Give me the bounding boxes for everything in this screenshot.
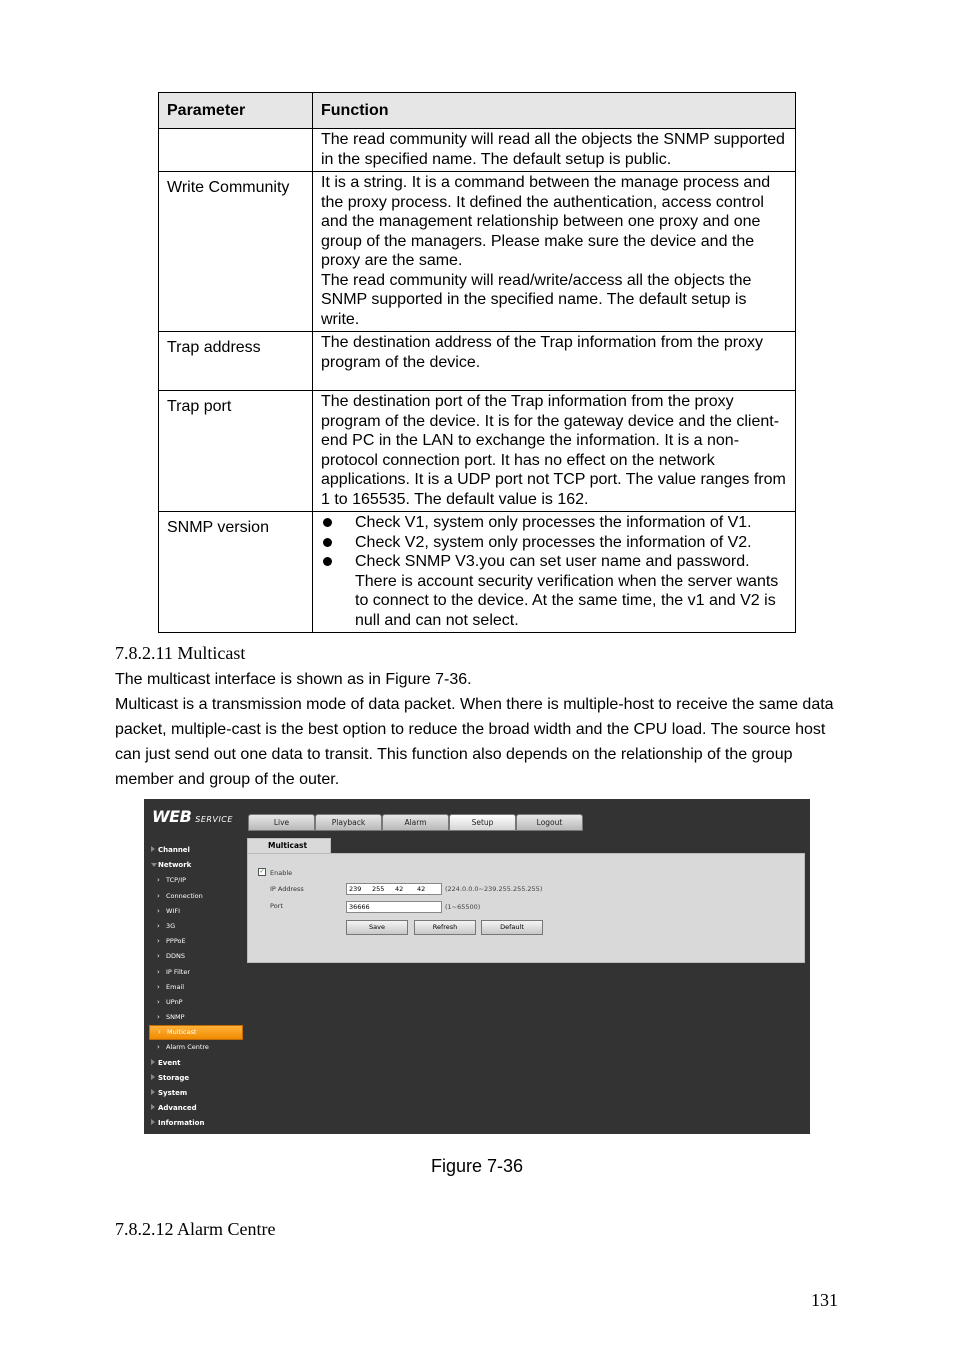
ip-address-input[interactable] [346, 883, 442, 895]
panel-tab-multicast[interactable]: Multicast [247, 838, 331, 853]
sidebar-item-3g[interactable]: › 3G [149, 919, 244, 934]
column-header-parameter: Parameter [159, 93, 313, 129]
section-heading-alarm-centre: 7.8.2.12 Alarm Centre [115, 1219, 276, 1239]
table-header-row [159, 93, 796, 129]
sidebar-item-advanced[interactable]: Advanced [149, 1101, 244, 1116]
chevron-right-icon: › [157, 891, 160, 900]
function-cell: The destination address of the Trap information from the proxy program of the device. [313, 332, 796, 391]
sidebar-item-ip-filter[interactable]: › IP Filter [149, 965, 244, 980]
chevron-right-icon: › [158, 1028, 161, 1037]
refresh-button[interactable]: Refresh [414, 920, 476, 935]
sidebar-item-information[interactable]: Information [149, 1116, 244, 1131]
sidebar-item-channel[interactable]: Channel [149, 843, 244, 858]
ip-address-hint: (224.0.0.0~239.255.255.255) [445, 885, 543, 893]
sidebar-item-pppoe[interactable]: › PPPoE [149, 934, 244, 949]
chevron-right-icon: › [157, 1043, 160, 1052]
bullet-list [321, 513, 787, 630]
parameter-cell: SNMP version [159, 512, 313, 633]
function-cell [313, 172, 796, 332]
sidebar-item-system[interactable]: System [149, 1086, 244, 1101]
bullet-item: Check V2, system only processes the information of V2. [321, 533, 787, 553]
column-header-function: Function [313, 93, 796, 129]
logo-main: WEB [152, 807, 192, 826]
sidebar-item-event[interactable]: Event [149, 1056, 244, 1071]
figure-caption: Figure 7-36 [430, 1156, 524, 1176]
parameter-cell: Trap port [159, 391, 313, 512]
tab-live[interactable]: Live [248, 814, 315, 831]
table-row [159, 512, 796, 633]
function-cell [313, 512, 796, 633]
table-row [159, 391, 796, 512]
ip-octet-3: 42 [395, 885, 404, 893]
table-row [159, 332, 796, 391]
parameter-table [158, 92, 796, 633]
multicast-screenshot [144, 799, 810, 1134]
sidebar-item-storage[interactable]: Storage [149, 1071, 244, 1086]
sidebar-item-ddns[interactable]: › DDNS [149, 949, 244, 964]
chevron-right-icon: › [157, 982, 160, 991]
sidebar-item-snmp[interactable]: › SNMP [149, 1010, 244, 1025]
web-service-logo [152, 807, 233, 826]
ip-octet-4: 42 [417, 885, 426, 893]
paragraph: The multicast interface is shown as in Figure 7-36. [115, 671, 472, 688]
chevron-right-icon: › [157, 1013, 160, 1022]
paragraph: Multicast is a transmission mode of data packet. When there is multiple-host to receive the same data packet, multiple-cast is the best option to reduce the broad width and the CPU load. The source host can just send out one data to transit. This function also depends on the relationship of the group member and group of the outer. [115, 696, 834, 788]
sidebar-item-email[interactable]: › Email [149, 980, 244, 995]
function-text: It is a string. It is a command between the manage process and the proxy process. It defined the authentication, access control and the management relationship between one proxy and one group of the managers. Please make sure the device and the proxy are the same. [321, 174, 771, 269]
chevron-right-icon: › [157, 952, 160, 961]
multicast-panel [247, 853, 805, 963]
chevron-right-icon: › [157, 876, 160, 885]
tab-setup[interactable]: Setup [449, 814, 516, 831]
port-hint: (1~65500) [445, 903, 481, 911]
function-cell: The destination port of the Trap information from the proxy program of the device. It is for the gateway device and the client-end PC in the LAN to exchange the information. It is a non-protocol connection port. It has no effect on the network applications. It is a UDP port not TCP port. The value ranges from 1 to 165535. The default value is 162. [313, 391, 796, 512]
save-button[interactable]: Save [346, 920, 408, 935]
sidebar-item-multicast[interactable]: › Multicast [149, 1025, 243, 1040]
port-label: Port [270, 902, 283, 910]
sidebar-item-alarm-centre[interactable]: › Alarm Centre [149, 1040, 244, 1055]
function-cell: The read community will read all the objects the SNMP supported in the specified name. The default setup is public. [313, 129, 796, 172]
page-number: 131 [811, 1290, 838, 1310]
sidebar-item-wifi[interactable]: › WIFI [149, 904, 244, 919]
default-button[interactable]: Default [481, 920, 543, 935]
port-input[interactable]: 36666 [346, 901, 442, 913]
chevron-right-icon: › [157, 906, 160, 915]
logo-sub: SERVICE [195, 815, 233, 824]
chevron-right-icon: › [157, 967, 160, 976]
chevron-right-icon: › [157, 937, 160, 946]
tab-logout[interactable]: Logout [516, 814, 583, 831]
tab-playback[interactable]: Playback [315, 814, 382, 831]
parameter-cell [159, 129, 313, 172]
sidebar-item-upnp[interactable]: › UPnP [149, 995, 244, 1010]
setup-sidebar [149, 843, 244, 1132]
bullet-item: Check SNMP V3.you can set user name and password. There is account security verification when the server wants to connect to the device. At the same time, the v1 and V2 is null and can not select. [321, 552, 787, 630]
sidebar-item-tcpip[interactable]: › TCP/IP [149, 873, 244, 888]
bullet-item: Check V1, system only processes the information of V1. [321, 513, 787, 533]
parameter-cell: Trap address [159, 332, 313, 391]
parameter-cell: Write Community [159, 172, 313, 332]
chevron-right-icon: › [157, 997, 160, 1006]
table-row [159, 129, 796, 172]
enable-checkbox[interactable]: ✓ [259, 868, 265, 875]
ip-octet-1: 239 [349, 885, 362, 893]
section-heading-multicast: 7.8.2.11 Multicast [115, 643, 246, 663]
tab-alarm[interactable]: Alarm [382, 814, 449, 831]
function-text: The read community will read/write/access all the objects the SNMP supported in the specified name. The default setup is write. [321, 271, 752, 328]
sidebar-item-connection[interactable]: › Connection [149, 889, 244, 904]
enable-label: Enable [270, 869, 293, 877]
ip-octet-2: 255 [372, 885, 385, 893]
ip-address-label: IP Address [270, 885, 304, 893]
table-row [159, 172, 796, 332]
chevron-right-icon: › [157, 921, 160, 930]
sidebar-item-network[interactable]: Network [149, 858, 244, 873]
